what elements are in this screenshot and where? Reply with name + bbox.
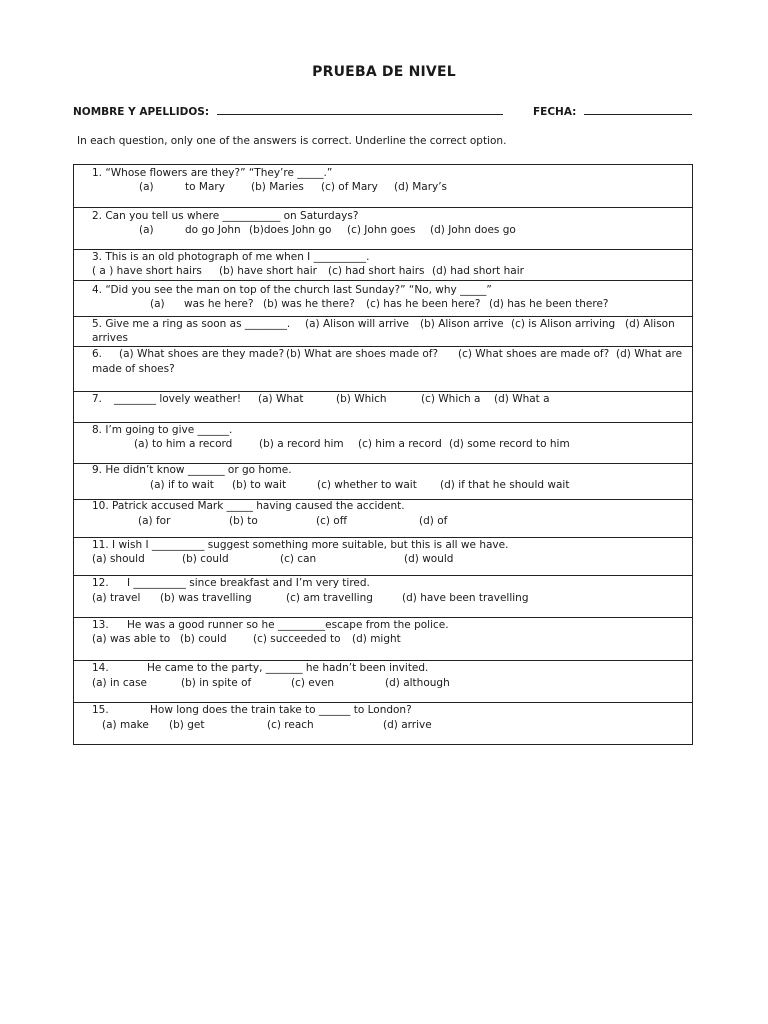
question-1 [74, 165, 692, 207]
answer-option[interactable]: (d) although [385, 677, 450, 689]
answer-option[interactable]: (a) for [138, 515, 171, 527]
question-15 [74, 702, 692, 746]
date-blank[interactable] [584, 104, 692, 115]
answer-option[interactable]: (b) could [182, 553, 229, 565]
question-text: 12. [92, 577, 109, 589]
answer-option[interactable]: (b) get [169, 719, 205, 731]
answer-option[interactable]: (c) had short hairs [328, 265, 425, 277]
answer-option[interactable]: (b) could [180, 633, 227, 645]
answer-option[interactable]: (a) [150, 298, 165, 310]
answer-option[interactable]: (d) of [419, 515, 448, 527]
question-6 [74, 346, 692, 391]
answer-option[interactable]: (a) to him a record [134, 438, 233, 450]
answer-option[interactable]: (c) of Mary [321, 181, 378, 193]
answer-option[interactable]: (d) some record to him [449, 438, 570, 450]
question-7 [74, 391, 692, 422]
answer-option[interactable]: (a) [139, 181, 154, 193]
question-text: 8. I’m going to give ______. [92, 424, 233, 436]
question-text: 2. Can you tell us where ___________ on Saturdays? [92, 210, 359, 222]
answer-option[interactable]: (b) in spite of [181, 677, 252, 689]
instructions: In each question, only one of the answers is correct. Underline the correct option. [77, 135, 507, 147]
answer-option[interactable]: (d) What a [494, 393, 550, 405]
question-9 [74, 463, 692, 499]
answer-option[interactable]: (d) have been travelling [402, 592, 529, 604]
answer-option[interactable]: (d) has he been there? [489, 298, 609, 310]
answer-option[interactable]: (d) if that he should wait [440, 479, 570, 491]
question-text: ________ lovely weather! [114, 393, 242, 405]
answer-option[interactable]: (b) Alison arrive [420, 318, 504, 330]
answer-option[interactable]: to Mary [185, 181, 225, 193]
answer-option[interactable]: (b) have short hair [219, 265, 317, 277]
question-text: 10. Patrick accused Mark _____ having caused the accident. [92, 500, 405, 512]
answer-option[interactable]: (c) succeeded to [253, 633, 341, 645]
answer-option[interactable]: (b) to [229, 515, 258, 527]
date-field [533, 104, 692, 118]
answer-option[interactable]: (c) John goes [347, 224, 416, 236]
answer-option[interactable]: (b)does John go [249, 224, 332, 236]
question-text: 6. [92, 348, 103, 360]
answer-option[interactable]: (a) if to wait [150, 479, 214, 491]
answer-option[interactable]: (c) has he been here? [366, 298, 481, 310]
questions-table [73, 164, 693, 745]
answer-option[interactable]: (d) would [404, 553, 454, 565]
answer-option[interactable]: (a) [139, 224, 154, 236]
question-text: arrives [92, 332, 128, 344]
question-text: 7. [92, 393, 103, 405]
answer-option[interactable]: (c) is Alison arriving [511, 318, 616, 330]
answer-option[interactable]: (c) whether to wait [317, 479, 417, 491]
answer-option[interactable]: (d) had short hair [432, 265, 524, 277]
question-text: How long does the train take to ______ to London? [150, 704, 412, 716]
question-text: 3. This is an old photograph of me when I __________. [92, 251, 370, 263]
answer-option[interactable]: (a) make [102, 719, 149, 731]
question-13 [74, 617, 692, 660]
answer-option[interactable]: (d) arrive [383, 719, 432, 731]
question-4 [74, 280, 692, 316]
answer-option[interactable]: (a) in case [92, 677, 148, 689]
answer-option[interactable]: (d) might [352, 633, 401, 645]
question-text: 5. Give me a ring as soon as ________. [92, 318, 291, 330]
question-text: 11. I wish I __________ suggest something more suitable, but this is all we have. [92, 539, 509, 551]
question-text: 9. He didn’t know _______ or go home. [92, 464, 292, 476]
question-text: He came to the party, _______ he hadn’t been invited. [147, 662, 429, 674]
question-12 [74, 575, 692, 617]
question-text: I __________ since breakfast and I’m very tired. [127, 577, 370, 589]
answer-option[interactable]: (d) Mary’s [394, 181, 448, 193]
question-2 [74, 207, 692, 249]
answer-option[interactable]: ( a ) have short hairs [92, 265, 202, 277]
answer-option[interactable]: (a) Alison will arrive [305, 318, 410, 330]
answer-option[interactable]: (c) Which a [421, 393, 481, 405]
date-label: FECHA: [533, 106, 577, 118]
answer-option[interactable]: (c) can [280, 553, 317, 565]
question-3 [74, 249, 692, 280]
question-text: 15. [92, 704, 109, 716]
answer-option[interactable]: was he here? [184, 298, 254, 310]
answer-option[interactable]: (c) even [291, 677, 335, 689]
name-blank[interactable] [217, 104, 503, 115]
question-text: 1. “Whose flowers are they?” “They’re _____.” [92, 167, 333, 179]
answer-option[interactable]: (b) to wait [232, 479, 287, 491]
answer-option[interactable]: (b) Maries [251, 181, 304, 193]
answer-option[interactable]: (a) was able to [92, 633, 171, 645]
answer-option[interactable]: (d) Alison [625, 318, 675, 330]
answer-option[interactable]: (b) was he there? [263, 298, 355, 310]
question-text: 4. “Did you see the man on top of the church last Sunday?” “No, why _____” [92, 284, 492, 296]
question-14 [74, 660, 692, 702]
answer-option[interactable]: (a) What shoes are they made? [119, 348, 285, 360]
answer-option[interactable]: (c) am travelling [286, 592, 373, 604]
answer-option[interactable]: do go John [185, 224, 241, 236]
answer-option[interactable]: (a) travel [92, 592, 141, 604]
answer-option[interactable]: (d) John does go [430, 224, 516, 236]
question-11 [74, 537, 692, 575]
answer-option[interactable]: (c) What shoes are made of? [458, 348, 610, 360]
question-10 [74, 499, 692, 537]
answer-option[interactable]: (c) him a record [358, 438, 442, 450]
answer-option[interactable]: (a) What [258, 393, 304, 405]
question-text: 14. [92, 662, 109, 674]
question-text: He was a good runner so he _________escape from the police. [127, 619, 449, 631]
name-label: NOMBRE Y APELLIDOS: [73, 106, 210, 118]
answer-option[interactable]: (c) reach [267, 719, 314, 731]
document-title: PRUEBA DE NIVEL [312, 64, 456, 80]
question-text: 13. [92, 619, 109, 631]
question-8 [74, 422, 692, 463]
question-text: made of shoes? [92, 363, 175, 375]
answer-option[interactable]: (c) off [316, 515, 347, 527]
answer-option[interactable]: (b) was travelling [160, 592, 252, 604]
answer-option[interactable]: (b) a record him [259, 438, 344, 450]
answer-option[interactable]: (b) Which [336, 393, 387, 405]
question-5 [74, 316, 692, 346]
answer-option[interactable]: (b) What are shoes made of? [286, 348, 439, 360]
answer-option[interactable]: (a) should [92, 553, 145, 565]
answer-option[interactable]: (d) What are [616, 348, 683, 360]
name-field [73, 104, 503, 118]
